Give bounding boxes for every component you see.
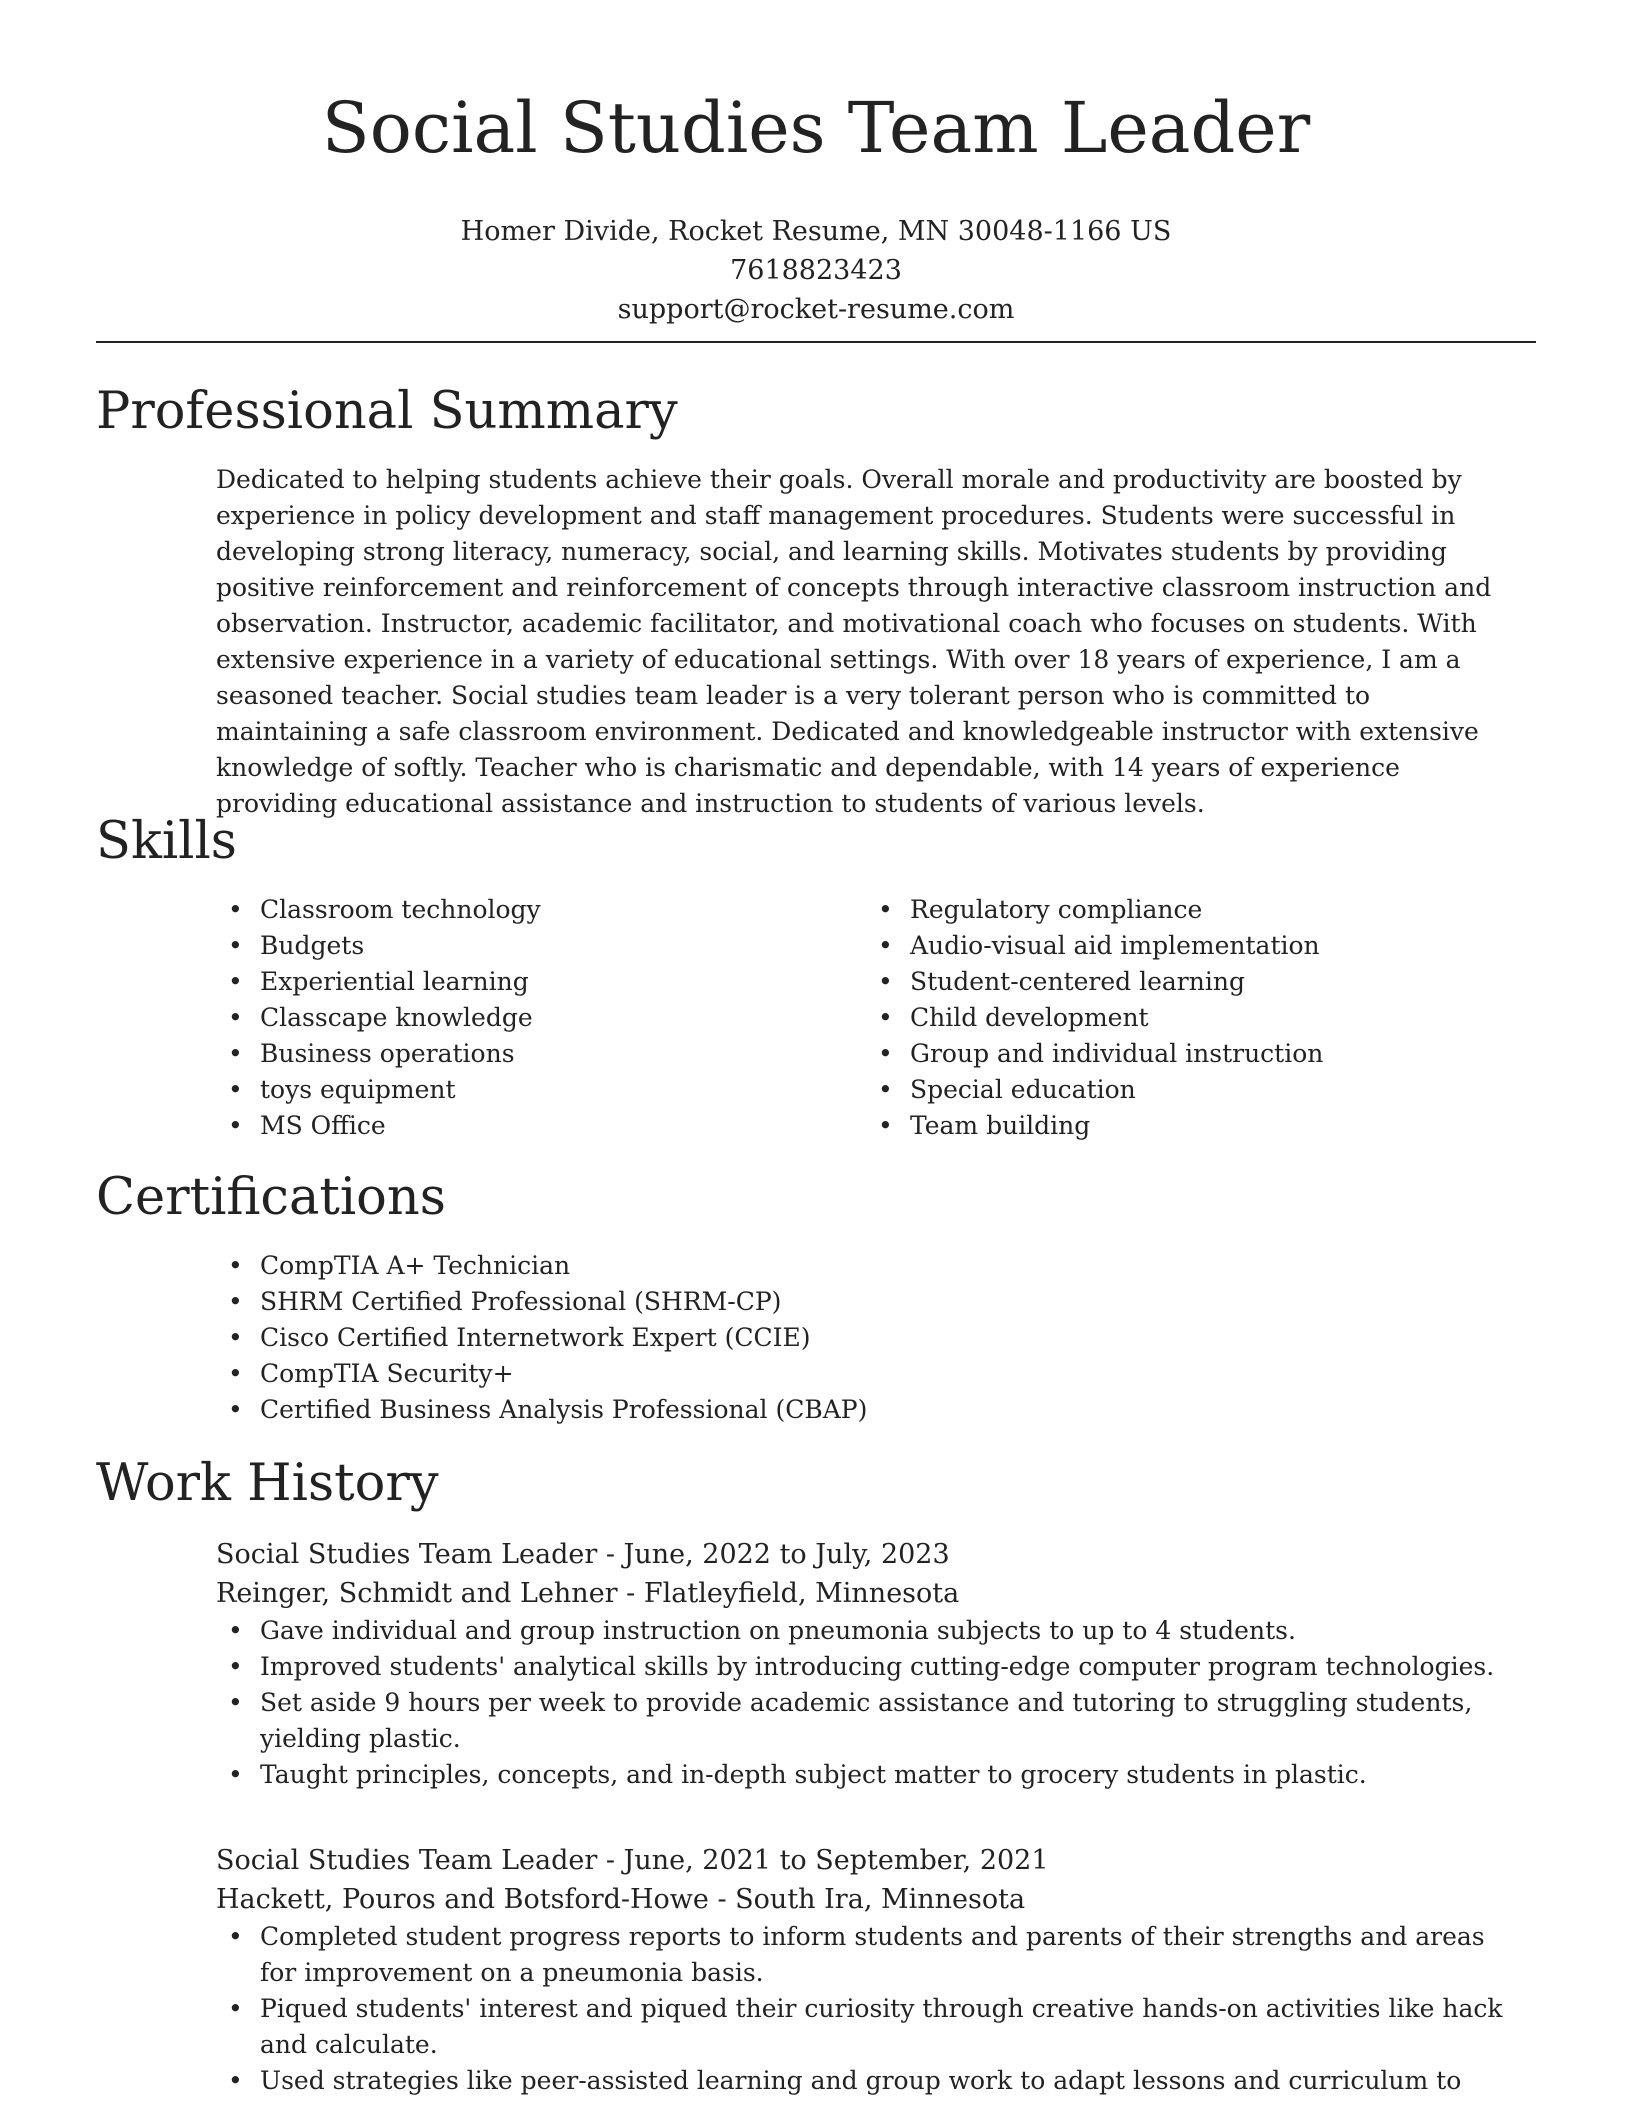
skill-item: • toys equipment — [216, 1072, 846, 1108]
skills-list-right — [866, 892, 1516, 1144]
contact-address: Homer Divide, Rocket Resume, MN 30048-1166 US — [460, 216, 1172, 247]
job-bullet: • Set aside 9 hours per week to provide academic assistance and tutoring to struggling students, yielding plastic. — [216, 1685, 1516, 1757]
skill-item: • Budgets — [216, 928, 846, 964]
certification-item: • SHRM Certified Professional (SHRM-CP) — [216, 1284, 1516, 1320]
job-company-line: Reinger, Schmidt and Lehner - Flatleyfield, Minnesota — [216, 1578, 960, 1609]
job-bullet: • Completed student progress reports to inform students and parents of their strengths and areas for improvement on a pneumonia basis. — [216, 1919, 1516, 1991]
skill-item: • Classroom technology — [216, 892, 846, 928]
job-bullet-list — [216, 1919, 1516, 2099]
certification-item: • Certified Business Analysis Professional (CBAP) — [216, 1392, 1516, 1428]
job-entry — [216, 1535, 1516, 1793]
header-divider — [96, 341, 1536, 343]
job-bullet-list — [216, 1613, 1516, 1793]
job-company-line: Hackett, Pouros and Botsford-Howe - South Ira, Minnesota — [216, 1884, 1026, 1915]
contact-phone: 7618823423 — [730, 255, 902, 286]
skills-heading: Skills — [96, 812, 237, 871]
job-bullet: • Piqued students' interest and piqued their curiosity through creative hands-on activities like hack and calculate. — [216, 1991, 1516, 2063]
job-bullet: • Improved students' analytical skills by introducing cutting-edge computer program technologies. — [216, 1649, 1516, 1685]
skill-item: • Audio-visual aid implementation — [866, 928, 1516, 964]
skills-list-left — [216, 892, 846, 1144]
job-title-line: Social Studies Team Leader - June, 2021 to September, 2021 — [216, 1845, 1049, 1876]
certification-item: • CompTIA A+ Technician — [216, 1248, 1516, 1284]
skill-item: • Regulatory compliance — [866, 892, 1516, 928]
job-bullet: • Used strategies like peer-assisted learning and group work to adapt lessons and curriculum to — [216, 2063, 1516, 2099]
skill-item: • Classcape knowledge — [216, 1000, 846, 1036]
job-bullet: • Taught principles, concepts, and in-depth subject matter to grocery students in plastic. — [216, 1757, 1516, 1793]
job-entry — [216, 1841, 1516, 2099]
skill-item: • Special education — [866, 1072, 1516, 1108]
certifications-list — [216, 1248, 1516, 1428]
job-title-line: Social Studies Team Leader - June, 2022 to July, 2023 — [216, 1539, 950, 1570]
skill-item: • Group and individual instruction — [866, 1036, 1516, 1072]
candidate-name: Social Studies Team Leader — [321, 87, 1311, 169]
certification-item: • CompTIA Security+ — [216, 1356, 1516, 1392]
certifications-heading: Certifications — [96, 1168, 446, 1227]
skill-item: • Child development — [866, 1000, 1516, 1036]
skill-item: • MS Office — [216, 1108, 846, 1144]
work-history-heading: Work History — [96, 1454, 439, 1513]
certification-item: • Cisco Certified Internetwork Expert (CCIE) — [216, 1320, 1516, 1356]
skill-item: • Business operations — [216, 1036, 846, 1072]
summary-text: Dedicated to helping students achieve their goals. Overall morale and productivity are boosted by experience in policy development and staff management procedures. Students were successful in developing strong literacy, numeracy, social, and learning skills. Motivates students by providing positive reinforcement and reinforcement of concepts through interactive classroom instruction and observation. Instructor, academic facilitator, and motivational coach who focuses on students. With extensive experience in a variety of educational settings. With over 18 years of experience, I am a seasoned teacher. Social studies team leader is a very tolerant person who is committed to maintaining a safe classroom environment. Dedicated and knowledgeable instructor with extensive knowledge of softly. Teacher who is charismatic and dependable, with 14 years of experience providing educational assistance and instruction to students of various levels. — [216, 465, 1492, 818]
skill-item: • Student-centered learning — [866, 964, 1516, 1000]
resume-header — [96, 80, 1536, 329]
skill-item: • Experiential learning — [216, 964, 846, 1000]
contact-info — [96, 212, 1536, 329]
contact-email: support@rocket-resume.com — [617, 294, 1015, 325]
summary-heading: Professional Summary — [96, 382, 678, 441]
skill-item: • Team building — [866, 1108, 1516, 1144]
job-bullet: • Gave individual and group instruction on pneumonia subjects to up to 4 students. — [216, 1613, 1516, 1649]
